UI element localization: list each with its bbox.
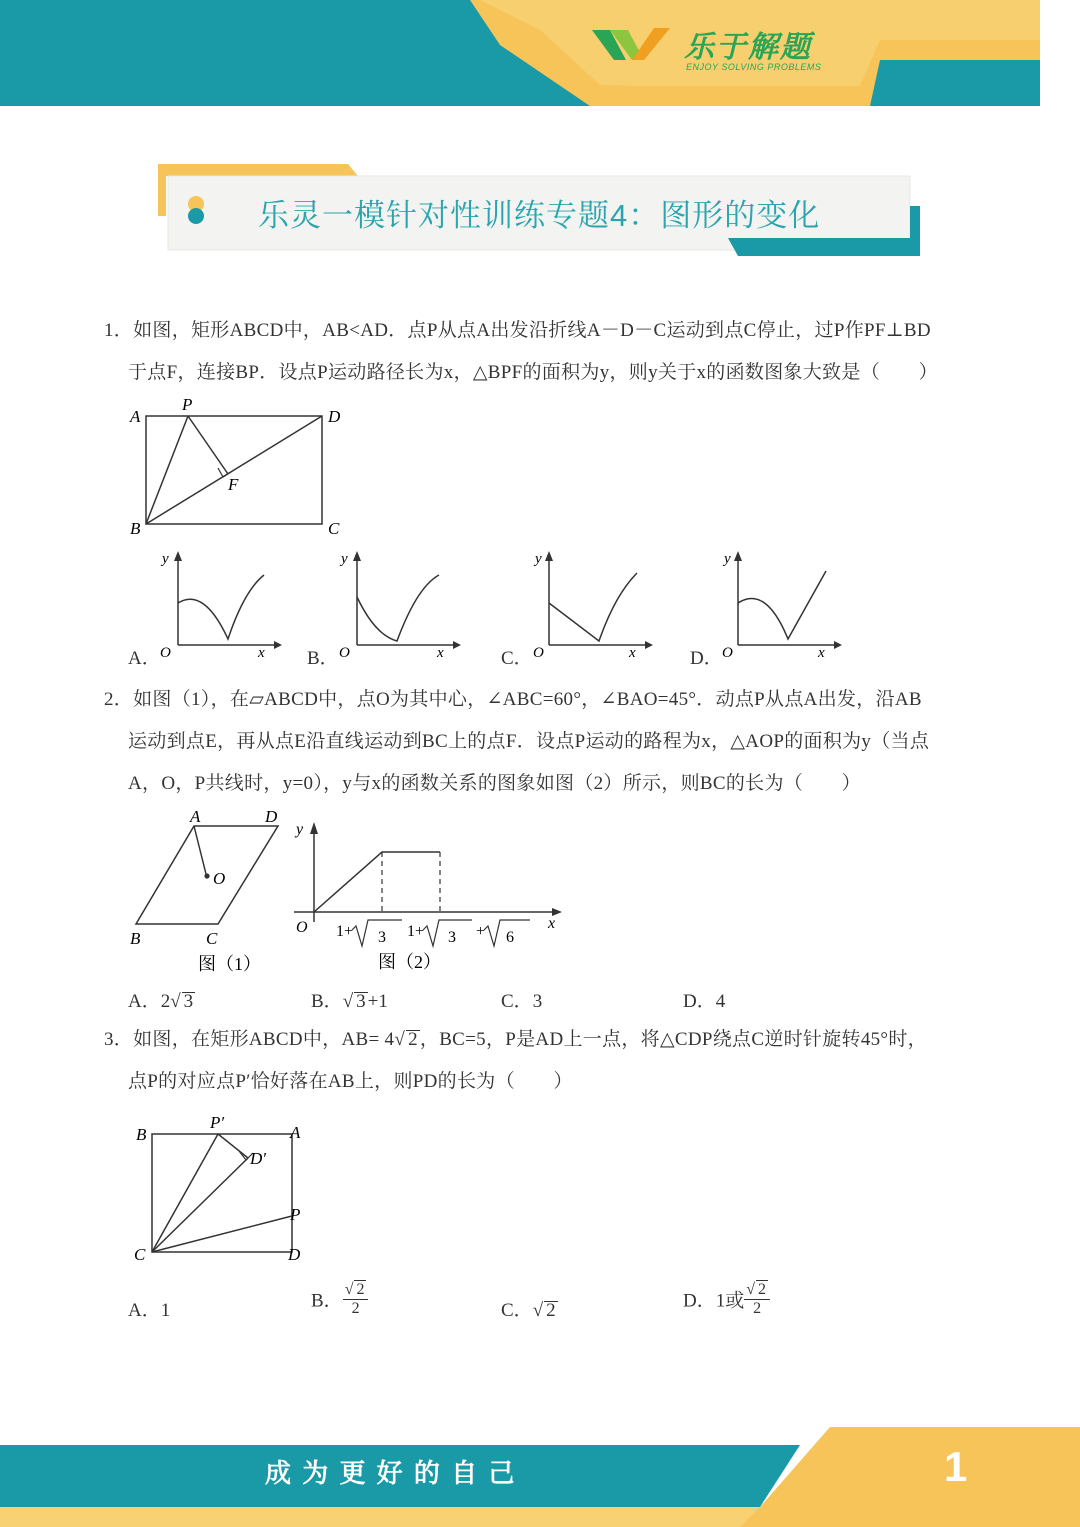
q3-label-p: P [290,1205,301,1224]
page-footer [0,1427,1080,1527]
q1-d-x: x [818,645,825,661]
footer-banner [0,1427,1080,1527]
footer-slogan: 成 为 更 好 的 自 己 [265,1458,517,1488]
q3-option-d-fraction [744,1280,770,1318]
q3-option-b-num: 2 [356,1281,365,1298]
q2-option-d-text: 4 [715,991,726,1012]
q2-parallelogram-figure [122,804,302,976]
q3-option-a-label: A． [128,1300,161,1321]
q3-option-a-text: 1 [160,1300,171,1321]
q1-d-o: O [722,645,733,661]
question-2-text [104,679,984,805]
q2-fig1-caption: 图（1） [198,954,261,974]
q3-option-d-pre: 1或 [715,1290,745,1312]
q3-option-d-label: D． [683,1290,716,1312]
q1-c-o: O [533,645,544,661]
q1-label-c: C [328,519,340,538]
title-banner [158,162,922,258]
q2-option-d-label: D． [683,991,716,1012]
q3-rectangle-figure [130,1108,320,1272]
q1-label-p: P [182,395,193,414]
header-banner [0,0,1080,110]
brand-name: 乐于解题 [684,31,812,64]
q2-option-a-radicand: 3 [183,991,194,1012]
q1-a-x: x [258,645,265,661]
q1-c-y: y [535,551,542,567]
q3-line1-pre: 如图，在矩形ABCD中，AB= 4 [133,1029,395,1050]
q1-d-y: y [724,551,731,567]
q1-option-b-label: B． [307,648,339,669]
q3-option-b-fraction [343,1280,369,1318]
q1-a-y: y [162,551,169,567]
brand-logo-icon [592,24,674,70]
q2-option-c-text: 3 [532,991,543,1012]
q3-label-p1: P′ [210,1113,225,1132]
q3-label-d: D [288,1245,301,1264]
page-title: 乐灵一模针对性训练专题4：图形的变化 [258,198,821,233]
q1-b-y: y [341,551,348,567]
q2-f1-label-a: A [190,807,201,826]
q2-number: 2． [104,689,134,710]
q1-option-d-label: D． [690,648,723,669]
q2-fig2-caption: 图（2） [378,952,441,972]
q2-line1: 如图（1），在▱ABCD中，点O为其中心，∠ABC=60°，∠BAO=45°．动点P从点A出发，沿AB [133,689,922,710]
q2-tick2-rad: 3 [448,929,456,946]
q2-option-a-sqrt-sign: √ [170,991,181,1012]
q1-b-o: O [339,645,350,661]
q2-function-graph [290,812,570,978]
q3-option-b-sqrt-sign: √ [344,1281,354,1298]
q3-option-c[interactable] [501,1295,558,1322]
q2-option-b-sqrt-sign: √ [342,991,354,1012]
page-number: 1 [944,1443,968,1490]
page-header [0,0,1080,110]
q1-line2: 于点F，连接BP．设点P运动路径长为x，△BPF的面积为y，则y关于x的函数图象大致是（ ） [128,362,938,383]
q1-label-d: D [328,407,341,426]
q2-tick1-pre: 1+ [336,923,354,940]
q2-option-d[interactable] [683,986,725,1013]
question-1-text [104,310,984,394]
q2-option-a[interactable] [128,986,195,1013]
q1-graph-c [527,545,657,665]
q2-option-c[interactable] [501,986,542,1013]
question-3-text [104,1019,984,1103]
q3-option-b-label: B． [311,1290,343,1312]
q3-option-a[interactable] [128,1295,170,1322]
q2-tick3-pre: + [476,923,486,940]
q2-line2: 运动到点E，再从点E沿直线运动到BC上的点F．设点P运动的路程为x，△AOP的面积为y（当点 [128,731,930,752]
q3-sqrt-sign: √ [394,1029,406,1050]
q3-label-a: A [290,1123,301,1142]
brand-tagline: ENJOY SOLVING PROBLEMS [686,62,822,72]
q1-graph-b [335,545,465,665]
q3-option-d-den: 2 [753,1300,762,1317]
q1-rectangle-figure [120,392,360,542]
q3-line1-radicand: 2 [408,1029,418,1050]
q2-f1-label-d: D [265,807,278,826]
q2-f2-x: x [548,915,556,932]
q2-f1-label-b: B [130,929,141,948]
q1-option-c-label: C． [501,648,533,669]
q2-option-a-label: A． [128,991,161,1012]
q1-option-a-label: A． [128,648,161,669]
q2-f2-o: O [296,919,308,936]
q2-f1-label-c: C [206,929,218,948]
q3-option-c-label: C． [501,1300,533,1321]
q3-label-d1: D′ [250,1149,266,1168]
q1-a-o: O [160,645,171,661]
q3-option-d-num: 2 [758,1281,767,1298]
q2-line3: A，O，P共线时，y=0），y与x的函数关系的图象如图（2）所示，则BC的长为（ ） [128,773,861,794]
q1-line1: 如图，矩形ABCD中，AB<AD．点P从点A出发沿折线A－D－C运动到点C停止，过P作PF⊥BD [133,320,931,341]
q1-number: 1． [104,320,134,341]
q1-label-b: B [130,519,141,538]
q3-option-b-den: 2 [351,1300,360,1317]
q2-option-b-label: B． [311,991,343,1012]
q3-line2: 点P的对应点P′恰好落在AB上，则PD的长为（ ） [128,1071,573,1092]
q1-graph-a [156,545,286,665]
q2-option-b-radicand: 3 [356,991,366,1012]
q3-option-b[interactable] [311,1280,368,1318]
q1-label-a: A [130,407,141,426]
q1-c-x: x [629,645,636,661]
q1-label-f: F [228,475,239,494]
q2-option-b[interactable] [311,986,388,1013]
q2-option-a-pre: 2 [160,991,171,1012]
q2-option-b-post: +1 [367,991,388,1012]
q2-option-c-label: C． [501,991,533,1012]
q3-option-c-radicand: 2 [546,1300,556,1321]
q3-label-b: B [136,1125,147,1144]
q2-f1-label-o: O [213,869,226,888]
q1-b-x: x [437,645,444,661]
q2-tick3-rad: 6 [506,929,514,946]
q3-option-d-sqrt-sign: √ [746,1281,756,1298]
q3-option-c-sqrt-sign: √ [532,1300,544,1321]
q3-number: 3． [104,1029,134,1050]
q3-option-d[interactable] [683,1280,770,1318]
q2-f2-y: y [296,821,304,838]
q3-line1-post: ，BC=5，P是AD上一点，将△CDP绕点C逆时针旋转45°时， [419,1029,927,1050]
q2-tick2-pre: 1+ [407,923,425,940]
q3-label-c: C [134,1245,146,1264]
q2-tick1-rad: 3 [378,929,386,946]
q1-graph-d [716,545,846,665]
